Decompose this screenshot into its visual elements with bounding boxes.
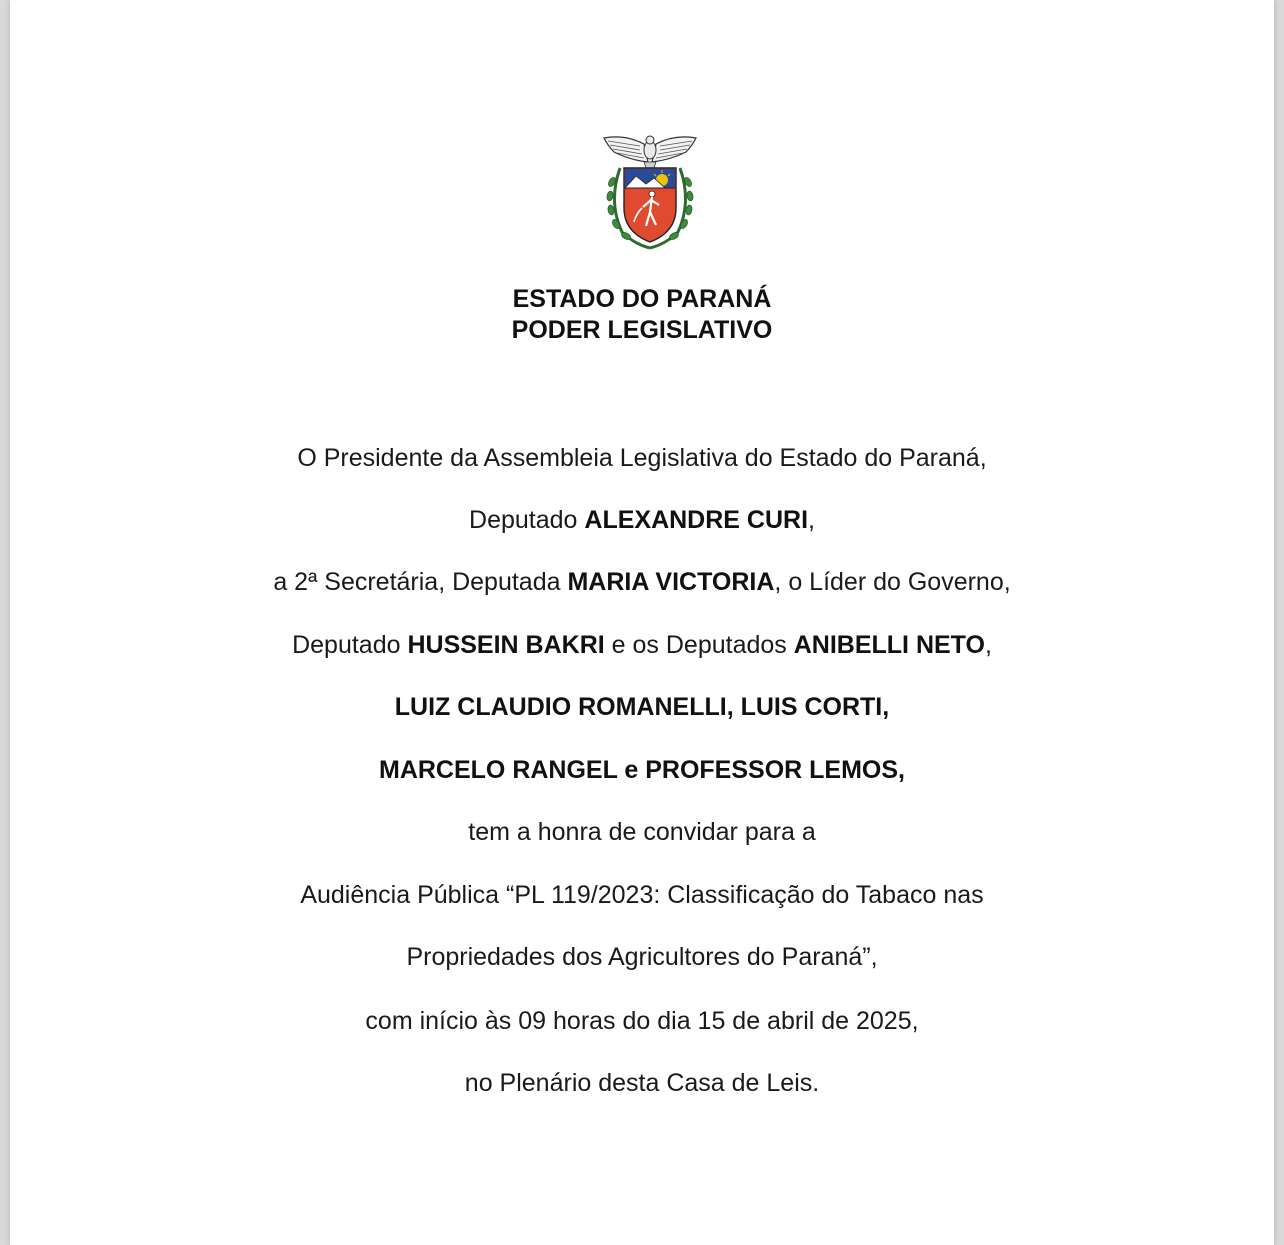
text-fragment: a 2ª Secretária, Deputada xyxy=(273,568,568,596)
text-fragment: , xyxy=(808,506,815,534)
invitation-line-2 xyxy=(10,505,1274,535)
deputy-name: ANIBELLI NETO xyxy=(793,631,985,659)
secretary-name: MARIA VICTORIA xyxy=(567,568,775,596)
text-fragment: e os Deputados xyxy=(604,631,794,659)
header-legislative-power: PODER LEGISLATIVO xyxy=(511,316,773,344)
invitation-line-9: Propriedades dos Agricultores do Paraná”, xyxy=(406,943,878,971)
invitation-line-1: O Presidente da Assembleia Legislativa do Estado do Paraná, xyxy=(297,444,987,472)
text-fragment: , xyxy=(984,631,992,659)
invitation-line-8: Audiência Pública “PL 119/2023: Classificação do Tabaco nas xyxy=(300,881,984,909)
parana-coat-of-arms-icon xyxy=(600,132,700,254)
deputy-names: MARCELO RANGEL e PROFESSOR LEMOS, xyxy=(379,756,905,784)
invitation-line-5 xyxy=(10,692,1274,722)
text-fragment: , o Líder do Governo, xyxy=(774,568,1011,596)
deputy-names: LUIZ CLAUDIO ROMANELLI, LUIS CORTI, xyxy=(394,693,890,721)
invitation-line-6 xyxy=(10,755,1274,785)
document-page xyxy=(10,0,1274,1245)
invitation-line-11: no Plenário desta Casa de Leis. xyxy=(464,1069,820,1097)
government-leader-name: HUSSEIN BAKRI xyxy=(407,631,605,659)
invitation-line-7: tem a honra de convidar para a xyxy=(468,818,816,846)
invitation-line-4 xyxy=(10,630,1274,660)
invitation-line-3 xyxy=(10,567,1274,597)
invitation-line-10: com início às 09 horas do dia 15 de abril de 2025, xyxy=(365,1007,919,1035)
text-fragment: Deputado xyxy=(469,506,585,534)
text-fragment: Deputado xyxy=(292,631,408,659)
president-name: ALEXANDRE CURI xyxy=(584,506,809,534)
header-state-title: ESTADO DO PARANÁ xyxy=(512,285,772,313)
